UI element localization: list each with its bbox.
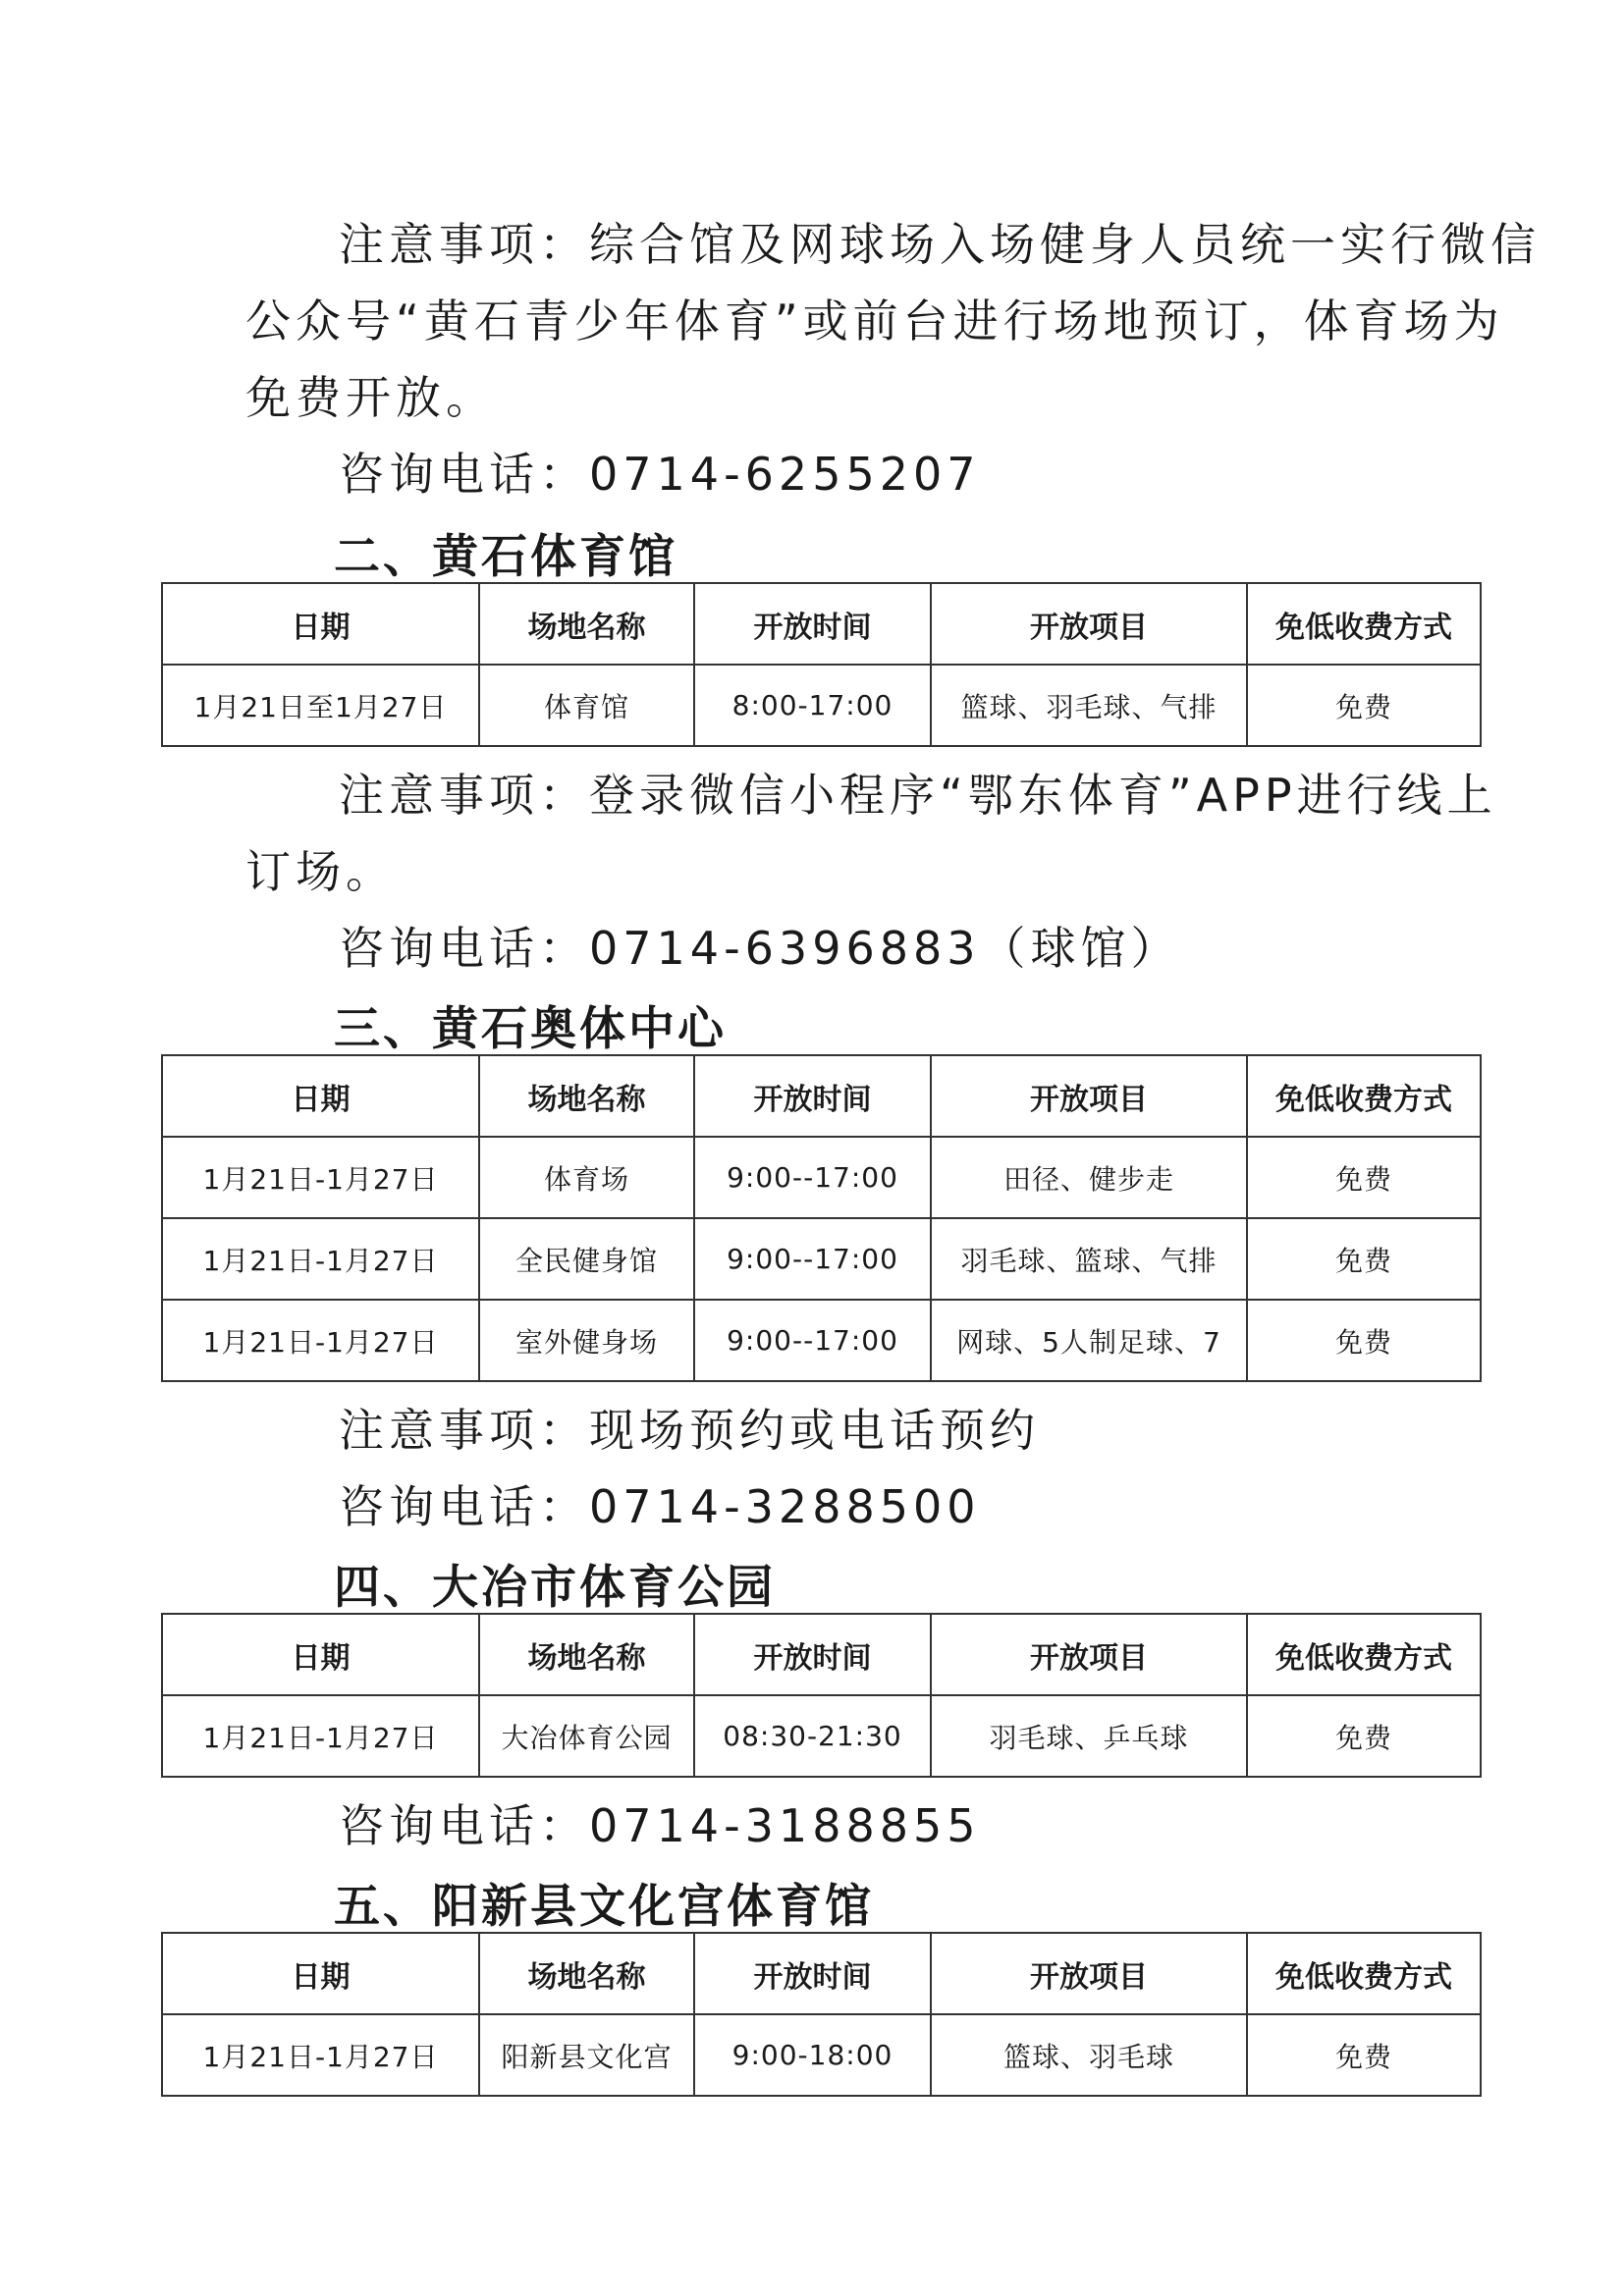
phone-text: 咨询电话：0714-6396883（球馆）	[339, 922, 1181, 975]
cell-activities: 羽毛球、篮球、气排	[931, 1218, 1247, 1300]
section-heading: 二、黄石体育馆	[334, 530, 677, 584]
header-activities: 开放项目	[931, 1933, 1247, 2014]
cell-venue: 体育馆	[479, 665, 694, 746]
cell-venue: 室外健身场	[479, 1300, 694, 1381]
notice-text: 公众号“黄石青少年体育”或前台进行场地预订，体育场为	[245, 294, 1504, 347]
table-row	[162, 1300, 1481, 1381]
table-row	[162, 1695, 1481, 1777]
cell-hours: 9:00--17:00	[694, 1218, 931, 1300]
header-hours: 开放时间	[694, 1614, 931, 1695]
table-header-row	[162, 583, 1481, 665]
header-date: 日期	[162, 583, 479, 665]
section-heading: 三、黄石奥体中心	[334, 1002, 727, 1056]
cell-fee: 免费	[1247, 1300, 1481, 1381]
section-heading: 四、大冶市体育公园	[334, 1561, 776, 1615]
cell-venue: 全民健身馆	[479, 1218, 694, 1300]
cell-hours: 8:00-17:00	[694, 665, 931, 746]
header-venue: 场地名称	[479, 1055, 694, 1137]
table-row	[162, 1218, 1481, 1300]
table-row	[162, 1137, 1481, 1218]
cell-hours: 9:00--17:00	[694, 1137, 931, 1218]
cell-activities: 羽毛球、乒乓球	[931, 1695, 1247, 1777]
header-hours: 开放时间	[694, 1055, 931, 1137]
header-hours: 开放时间	[694, 1933, 931, 2014]
cell-date: 1月21日至1月27日	[162, 665, 479, 746]
table-row	[162, 665, 1481, 746]
cell-fee: 免费	[1247, 1695, 1481, 1777]
notice-text: 注意事项：登录微信小程序“鄂东体育”APP进行线上	[339, 769, 1497, 822]
table-header-row	[162, 1614, 1481, 1695]
venue-table	[161, 1054, 1482, 1382]
notice-text: 注意事项：现场预约或电话预约	[339, 1404, 1040, 1457]
cell-hours: 08:30-21:30	[694, 1695, 931, 1777]
phone-text: 咨询电话：0714-3288500	[339, 1480, 981, 1533]
venue-table	[161, 1613, 1482, 1778]
cell-fee: 免费	[1247, 1137, 1481, 1218]
cell-date: 1月21日-1月27日	[162, 1137, 479, 1218]
header-activities: 开放项目	[931, 583, 1247, 665]
phone-text: 咨询电话：0714-3188855	[339, 1799, 981, 1852]
header-date: 日期	[162, 1933, 479, 2014]
header-venue: 场地名称	[479, 583, 694, 665]
header-venue: 场地名称	[479, 1933, 694, 2014]
venue-table	[161, 582, 1482, 747]
phone-text: 咨询电话：0714-6255207	[339, 448, 981, 501]
venue-table	[161, 1932, 1482, 2097]
cell-fee: 免费	[1247, 2014, 1481, 2096]
cell-fee: 免费	[1247, 665, 1481, 746]
header-hours: 开放时间	[694, 583, 931, 665]
table-row	[162, 2014, 1481, 2096]
section-heading: 五、阳新县文化宫体育馆	[334, 1880, 874, 1934]
cell-activities: 篮球、羽毛球	[931, 2014, 1247, 2096]
cell-venue: 阳新县文化宫	[479, 2014, 694, 2096]
table-header-row	[162, 1933, 1481, 2014]
cell-date: 1月21日-1月27日	[162, 2014, 479, 2096]
cell-activities: 篮球、羽毛球、气排	[931, 665, 1247, 746]
header-fee: 免低收费方式	[1247, 1614, 1481, 1695]
cell-date: 1月21日-1月27日	[162, 1300, 479, 1381]
notice-text: 订场。	[245, 845, 396, 898]
header-fee: 免低收费方式	[1247, 1933, 1481, 2014]
table-header-row	[162, 1055, 1481, 1137]
header-fee: 免低收费方式	[1247, 583, 1481, 665]
header-fee: 免低收费方式	[1247, 1055, 1481, 1137]
cell-activities: 田径、健步走	[931, 1137, 1247, 1218]
header-activities: 开放项目	[931, 1055, 1247, 1137]
cell-hours: 9:00-18:00	[694, 2014, 931, 2096]
header-date: 日期	[162, 1614, 479, 1695]
header-activities: 开放项目	[931, 1614, 1247, 1695]
header-venue: 场地名称	[479, 1614, 694, 1695]
cell-date: 1月21日-1月27日	[162, 1695, 479, 1777]
notice-text: 免费开放。	[245, 371, 496, 424]
cell-activities: 网球、5人制足球、7	[931, 1300, 1247, 1381]
cell-venue: 体育场	[479, 1137, 694, 1218]
cell-hours: 9:00--17:00	[694, 1300, 931, 1381]
cell-date: 1月21日-1月27日	[162, 1218, 479, 1300]
notice-text: 注意事项：综合馆及网球场入场健身人员统一实行微信	[339, 218, 1541, 271]
cell-fee: 免费	[1247, 1218, 1481, 1300]
header-date: 日期	[162, 1055, 479, 1137]
cell-venue: 大冶体育公园	[479, 1695, 694, 1777]
